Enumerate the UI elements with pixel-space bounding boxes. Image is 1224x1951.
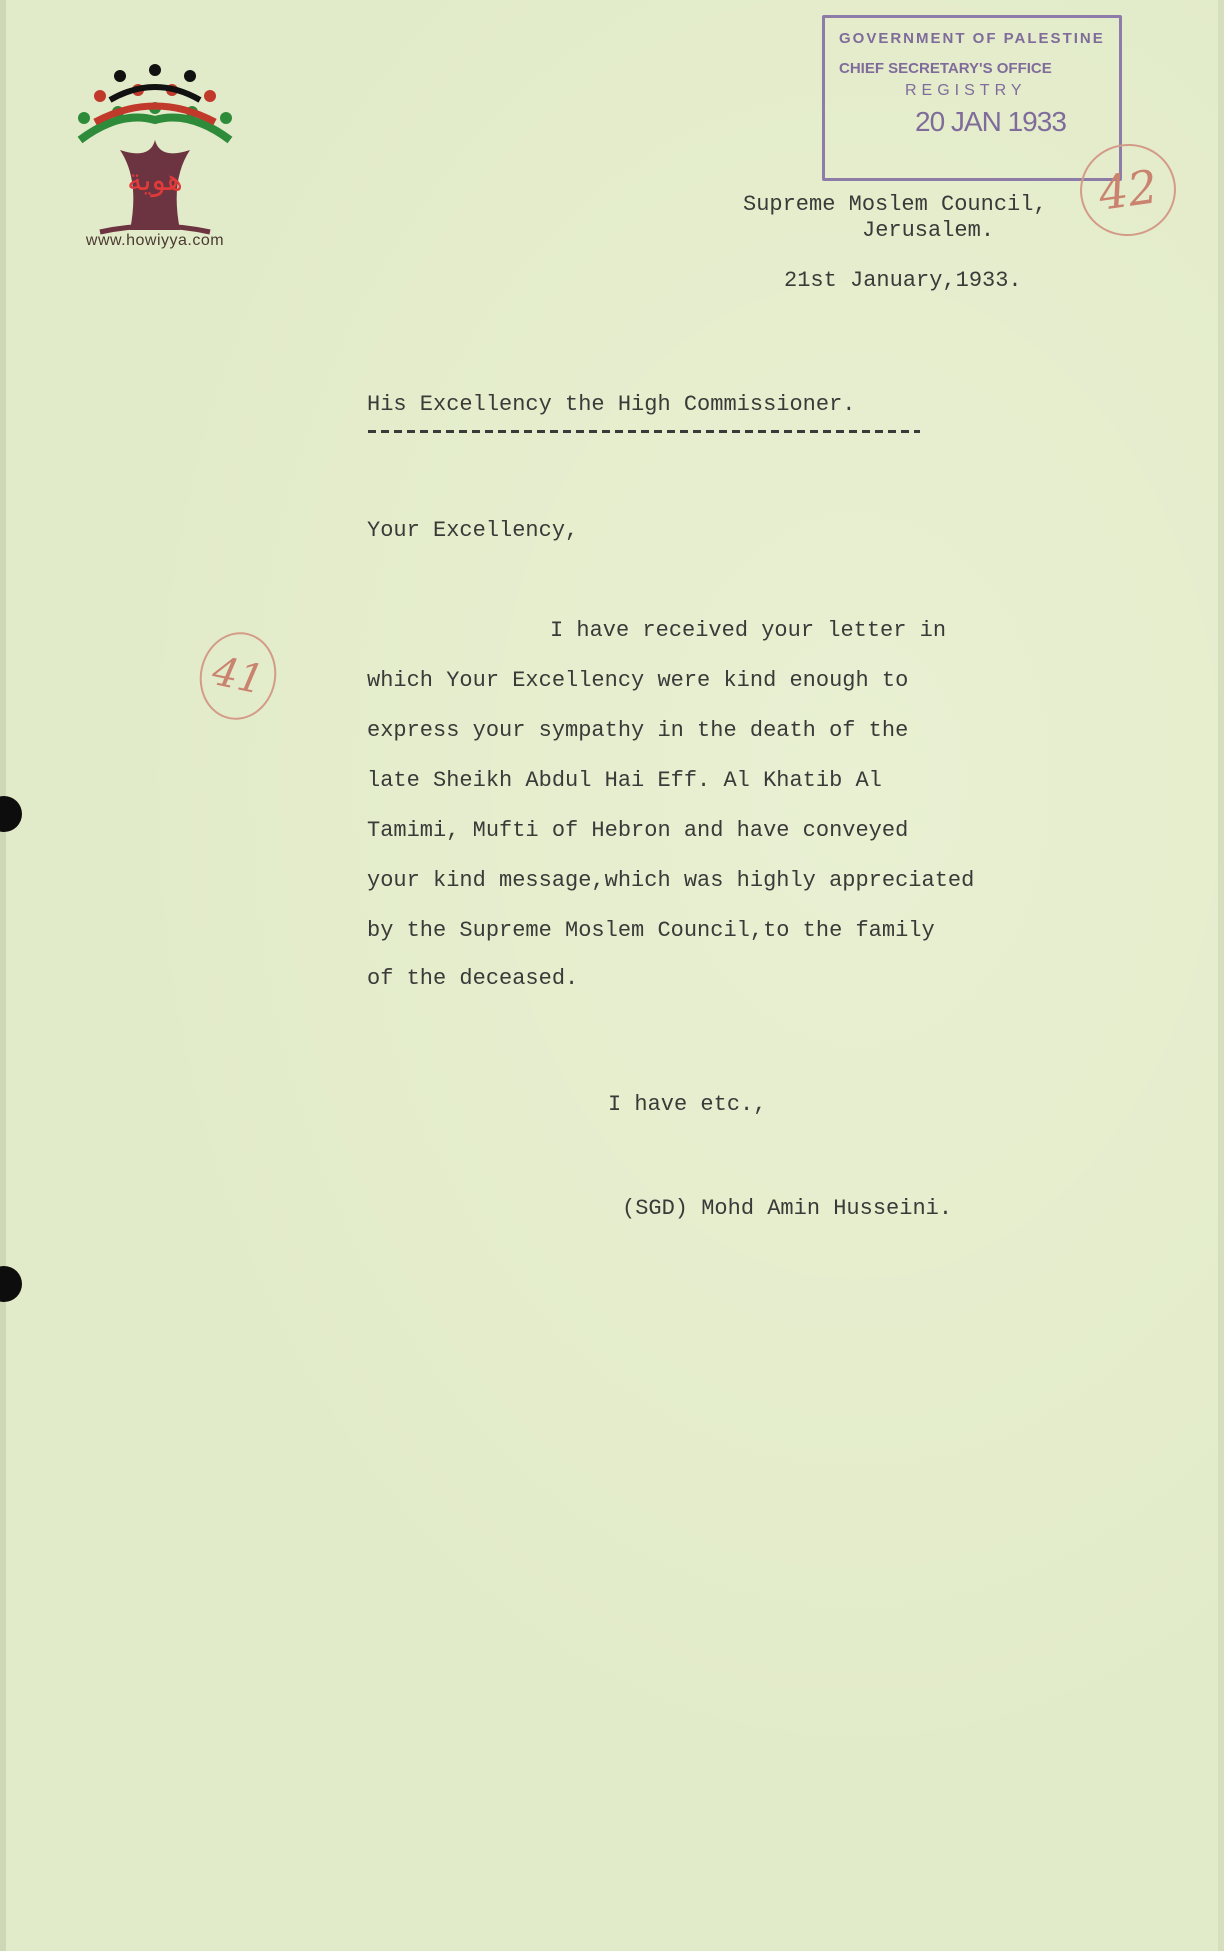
page-left-edge bbox=[0, 0, 6, 1951]
body-line: which Your Excellency were kind enough to bbox=[367, 668, 909, 693]
letter-date: 21st January,1933. bbox=[784, 268, 1022, 293]
body-line: late Sheikh Abdul Hai Eff. Al Khatib Al bbox=[367, 768, 882, 793]
signature: (SGD) Mohd Amin Husseini. bbox=[622, 1196, 953, 1221]
closing: I have etc., bbox=[608, 1092, 767, 1117]
sender-line-2: Jerusalem. bbox=[862, 218, 995, 243]
folio-number-top: 42 bbox=[1074, 138, 1182, 242]
body-line: express your sympathy in the death of the bbox=[367, 718, 909, 743]
registry-stamp bbox=[822, 15, 1122, 181]
page-right-edge bbox=[1218, 0, 1224, 1951]
body-line: Tamimi, Mufti of Hebron and have conveyed bbox=[367, 818, 909, 843]
body-line: I have received your letter in bbox=[550, 618, 947, 643]
stamp-date: 20 JAN 1933 bbox=[915, 106, 1066, 137]
salutation: Your Excellency, bbox=[367, 518, 579, 543]
logo-people bbox=[78, 64, 232, 140]
stamp-line-1: GOVERNMENT OF PALESTINE bbox=[839, 30, 1105, 47]
body-line: by the Supreme Moslem Council,to the family bbox=[367, 918, 935, 943]
family-tree-logo-icon bbox=[60, 60, 260, 260]
body-line: your kind message,which was highly appreciated bbox=[367, 868, 975, 893]
stamp-line-2: CHIEF SECRETARY'S OFFICE bbox=[839, 60, 1052, 77]
folio-number-side: 41 bbox=[192, 625, 285, 727]
watermark-url: www.howiyya.com bbox=[85, 232, 225, 249]
logo-arabic-text: هوية bbox=[127, 163, 183, 198]
addressee: His Excellency the High Commissioner. bbox=[367, 392, 856, 417]
sender-line-1: Supreme Moslem Council, bbox=[743, 192, 1047, 217]
addressee-underline bbox=[368, 430, 920, 433]
stamp-line-3: REGISTRY bbox=[905, 82, 1027, 99]
body-line: of the deceased. bbox=[367, 966, 579, 991]
